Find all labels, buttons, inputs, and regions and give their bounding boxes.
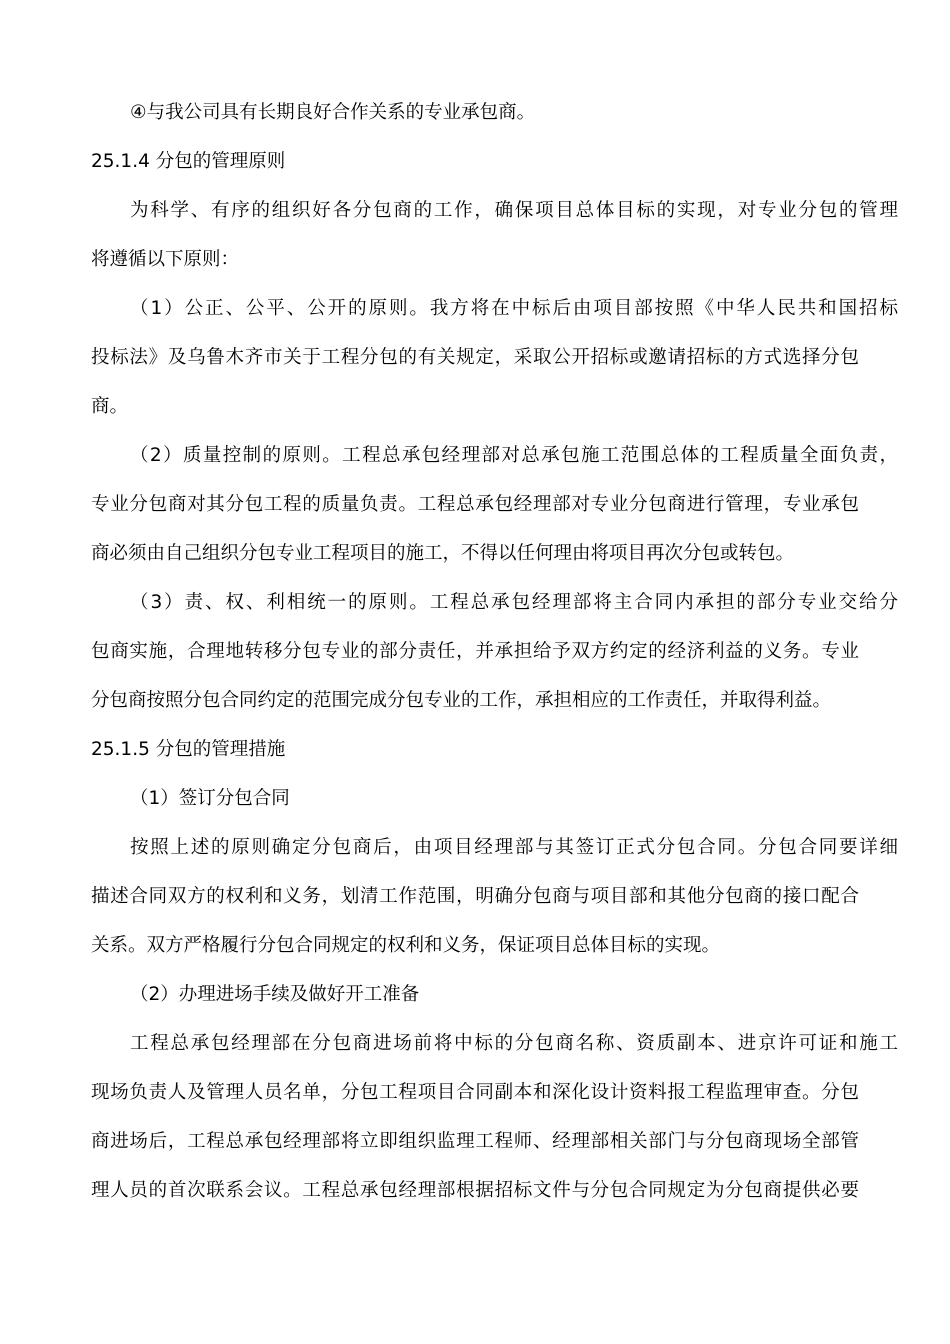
paragraph-line: （1）公正、公平、公开的原则。我方将在中标后由项目部按照《中华人民共和国招标 [130, 298, 898, 319]
paragraph-line: 为科学、有序的组织好各分包商的工作，确保项目总体目标的实现，对专业分包的管理 [130, 200, 898, 221]
section-heading: 25.1.4 分包的管理原则 [91, 151, 286, 172]
paragraph-line: 将遵循以下原则： [91, 249, 240, 270]
paragraph-line: （2）质量控制的原则。工程总承包经理部对总承包施工范围总体的工程质量全面负责， [130, 445, 898, 466]
paragraph-line: 工程总承包经理部在分包商进场前将中标的分包商名称、资质副本、进京许可证和施工 [130, 1033, 898, 1054]
document-body [91, 88, 898, 1215]
paragraph-line: 包商实施，合理地转移分包专业的部分责任，并承担给予双方约定的经济利益的义务。专业 [91, 641, 859, 662]
paragraph-line: 投标法》及乌鲁木齐市关于工程分包的有关规定，采取公开招标或邀请招标的方式选择分包 [91, 347, 859, 368]
paragraph-line: 按照上述的原则确定分包商后，由项目经理部与其签订正式分包合同。分包合同要详细 [130, 837, 898, 858]
section-heading: 25.1.5 分包的管理措施 [91, 739, 286, 760]
paragraph-line: 理人员的首次联系会议。工程总承包经理部根据招标文件与分包合同规定为分包商提供必要 [91, 1180, 859, 1201]
paragraph-line: 专业分包商对其分包工程的质量负责。工程总承包经理部对专业分包商进行管理，专业承包 [91, 494, 859, 515]
paragraph-line: 现场负责人及管理人员名单，分包工程项目合同副本和深化设计资料报工程监理审查。分包 [91, 1082, 859, 1103]
paragraph-line: 商必须由自己组织分包专业工程项目的施工，不得以任何理由将项目再次分包或转包。 [91, 543, 795, 564]
paragraph-line: 商进场后，工程总承包经理部将立即组织监理工程师、经理部相关部门与分包商现场全部管 [91, 1131, 859, 1152]
paragraph-line: 关系。双方严格履行分包合同规定的权利和义务，保证项目总体目标的实现。 [91, 935, 721, 956]
subsection-heading: （2）办理进场手续及做好开工准备 [130, 984, 420, 1005]
paragraph-line: 分包商按照分包合同约定的范围完成分包专业的工作，承担相应的工作责任，并取得利益。 [91, 690, 832, 711]
paragraph-line: （3）责、权、利相统一的原则。工程总承包经理部将主合同内承担的部分专业交给分 [130, 592, 898, 613]
list-item-text: ④与我公司具有长期良好合作关系的专业承包商。 [130, 102, 536, 123]
subsection-heading: （1）签订分包合同 [130, 788, 290, 809]
paragraph-line: 商。 [91, 396, 129, 417]
paragraph-line: 描述合同双方的权利和义务，划清工作范围，明确分包商与项目部和其他分包商的接口配合 [91, 886, 859, 907]
